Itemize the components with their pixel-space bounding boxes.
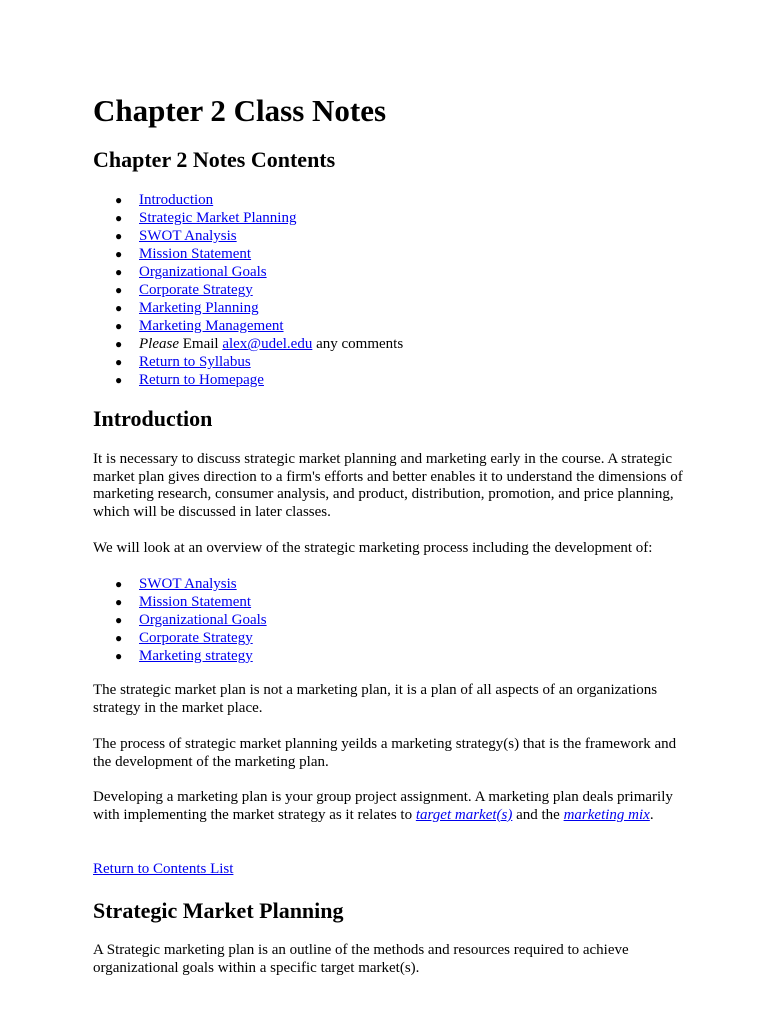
contents-link-swot-analysis[interactable]: SWOT Analysis (139, 228, 237, 244)
bullet-icon: ● (115, 631, 123, 645)
email-word-text: Email (178, 336, 223, 352)
list-item (93, 191, 403, 209)
list-item (93, 611, 267, 629)
list-item (93, 629, 267, 647)
bullet-icon: ● (115, 595, 123, 609)
contents-link-marketing-planning[interactable]: Marketing Planning (139, 300, 259, 316)
contents-link-strategic-market-planning[interactable]: Strategic Market Planning (139, 210, 297, 226)
bullet-icon: ● (115, 265, 123, 279)
list-item (93, 299, 403, 317)
contents-link-introduction[interactable]: Introduction (139, 192, 214, 208)
list-item (93, 317, 403, 335)
bullet-icon: ● (115, 577, 123, 591)
list-item (93, 245, 403, 263)
list-item (93, 209, 403, 227)
return-homepage-link[interactable]: Return to Homepage (139, 372, 264, 388)
list-item (93, 371, 403, 389)
introduction-paragraph-4: The process of strategic market planning yeilds a marketing strategy(s) that is the framework and the development of the marketing plan. (93, 736, 677, 770)
intro-link-marketing-strategy[interactable]: Marketing strategy (139, 648, 253, 664)
list-item (93, 353, 403, 371)
list-item-email (93, 335, 403, 353)
bullet-icon: ● (115, 373, 123, 387)
bullet-icon: ● (115, 301, 123, 315)
list-item (93, 575, 267, 593)
introduction-heading: Introduction (93, 406, 213, 431)
intro-link-swot-analysis[interactable]: SWOT Analysis (139, 576, 237, 592)
email-link[interactable]: alex@udel.edu (222, 336, 313, 352)
intro-link-organizational-goals[interactable]: Organizational Goals (139, 612, 267, 628)
para5-mid-text: and the (512, 806, 564, 823)
bullet-icon: ● (115, 211, 123, 225)
contents-heading: Chapter 2 Notes Contents (93, 147, 336, 172)
list-item (93, 227, 403, 245)
target-market-link[interactable] (416, 807, 513, 823)
contents-link-corporate-strategy[interactable]: Corporate Strategy (139, 282, 253, 298)
email-suffix-text: any comments (312, 336, 404, 352)
para5-end-text: . (649, 806, 654, 823)
marketing-mix-link-text: marketing mix (563, 806, 650, 823)
bullet-icon: ● (115, 337, 123, 351)
bullet-icon: ● (115, 355, 123, 369)
email-please-text: Please (139, 336, 179, 352)
list-item (93, 593, 267, 611)
bullet-icon: ● (115, 247, 123, 261)
return-syllabus-link[interactable]: Return to Syllabus (139, 354, 251, 370)
list-item (93, 263, 403, 281)
contents-link-marketing-management[interactable]: Marketing Management (139, 318, 284, 334)
marketing-mix-link[interactable] (564, 807, 650, 823)
bullet-icon: ● (115, 319, 123, 333)
target-market-link-text: target market(s) (415, 806, 513, 823)
list-item (93, 647, 267, 665)
strategic-paragraph-1: A Strategic marketing plan is an outline of the methods and resources required to achieve organizational goals within a specific target market(s). (93, 942, 629, 976)
bullet-icon: ● (115, 229, 123, 243)
contents-list (93, 191, 403, 389)
bullet-icon: ● (115, 613, 123, 627)
introduction-paragraph-5 (93, 789, 683, 824)
introduction-list (93, 575, 267, 665)
return-contents-link[interactable]: Return to Contents List (93, 861, 234, 877)
strategic-market-planning-heading: Strategic Market Planning (93, 898, 344, 923)
intro-link-corporate-strategy[interactable]: Corporate Strategy (139, 630, 253, 646)
introduction-paragraph-1: It is necessary to discuss strategic market planning and marketing early in the course. A strategic market plan gives direction to a firm's efforts and better enables it to understand the dimensions of marketing research, consumer analysis, and product, distribution, promotion, and price planning, which will be discussed in later classes. (93, 451, 683, 520)
bullet-icon: ● (115, 193, 123, 207)
list-item (93, 281, 403, 299)
para5-start-text: Developing a marketing plan is your group project assignment. A marketing plan deals primarily with implementing the market strategy as it relates to (93, 789, 673, 823)
bullet-icon: ● (115, 649, 123, 663)
intro-link-mission-statement[interactable]: Mission Statement (139, 594, 252, 610)
return-contents-paragraph (93, 861, 683, 879)
page-title: Chapter 2 Class Notes (93, 93, 387, 128)
introduction-paragraph-2: We will look at an overview of the strategic marketing process including the development of: (93, 540, 653, 556)
contents-link-mission-statement[interactable]: Mission Statement (139, 246, 252, 262)
bullet-icon: ● (115, 283, 123, 297)
introduction-paragraph-3: The strategic market plan is not a marketing plan, it is a plan of all aspects of an organizations strategy in the market place. (93, 682, 658, 716)
contents-link-organizational-goals[interactable]: Organizational Goals (139, 264, 267, 280)
